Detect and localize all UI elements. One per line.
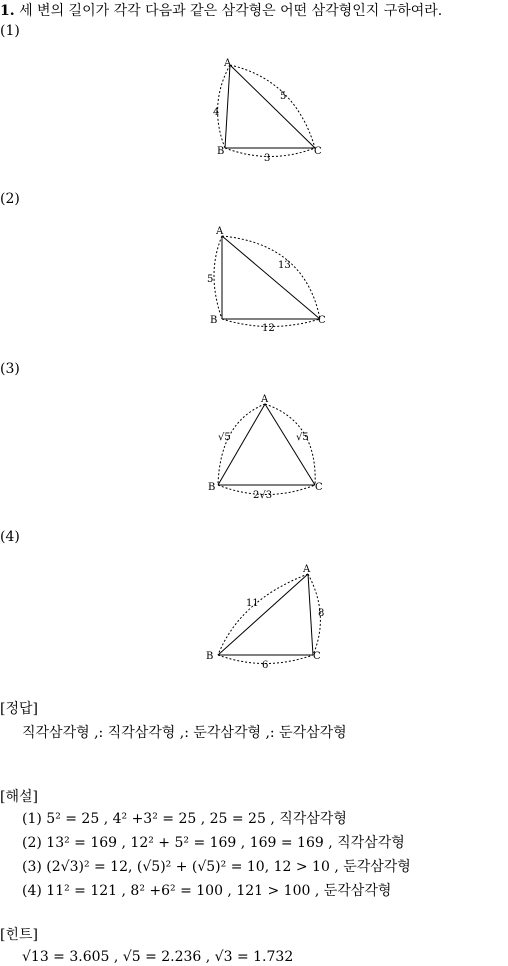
side-label-ac: 13 bbox=[278, 260, 291, 271]
explanation-line-1: (1) 5² = 25 , 4² +3² = 25 , 25 = 25 , 직각삼각형 bbox=[22, 811, 347, 827]
triangle-figure-2 bbox=[200, 224, 340, 334]
side-label-ac: √5 bbox=[296, 432, 309, 443]
problem-label-2: (2) bbox=[0, 191, 20, 207]
explanation-header: [해설] bbox=[0, 789, 38, 805]
hint-text: √13 = 3.605 , √5 = 2.236 , √3 = 1.732 bbox=[22, 949, 294, 965]
vertex-label-c: C bbox=[313, 651, 321, 662]
answer-header: [정답] bbox=[0, 701, 38, 717]
side-label-bc: 2√3 bbox=[253, 490, 273, 501]
hint-header: [힌트] bbox=[0, 927, 38, 943]
side-label-ac: 5 bbox=[280, 91, 287, 102]
side-label-ab: √5 bbox=[218, 432, 231, 443]
answer-text: 직각삼각형 ,: 직각삼각형 ,: 둔각삼각형 ,: 둔각삼각형 bbox=[22, 725, 347, 741]
vertex-label-c: C bbox=[315, 482, 323, 493]
vertex-label-a: A bbox=[224, 58, 232, 69]
vertex-label-a: A bbox=[261, 394, 269, 405]
explanation-line-3: (3) (2√3)² = 12, (√5)² + (√5)² = 10, 12 > 10 , 둔각삼각형 bbox=[22, 859, 411, 875]
vertex-label-b: B bbox=[206, 651, 214, 662]
question-line bbox=[0, 2, 442, 20]
vertex-label-a: A bbox=[216, 226, 224, 237]
side-label-ab: 11 bbox=[246, 598, 259, 609]
vertex-label-c: C bbox=[314, 146, 322, 157]
side-label-bc: 12 bbox=[262, 323, 275, 334]
side-label-ab: 5 bbox=[207, 274, 214, 285]
vertex-label-b: B bbox=[208, 482, 216, 493]
side-label-bc: 3 bbox=[264, 153, 271, 164]
question-number: 1. bbox=[0, 3, 15, 19]
question-text: 세 변의 길이가 각각 다음과 같은 삼각형은 어떤 삼각형인지 구하여라. bbox=[19, 3, 443, 19]
explanation-line-2: (2) 13² = 169 , 12² + 5² = 169 , 169 = 169 , 직각삼각형 bbox=[22, 835, 405, 851]
vertex-label-b: B bbox=[217, 146, 225, 157]
vertex-label-a: A bbox=[303, 564, 311, 575]
triangle-figure-1 bbox=[200, 55, 340, 165]
problem-label-1: (1) bbox=[0, 23, 20, 39]
side-label-ac: 8 bbox=[318, 608, 325, 619]
side-label-bc: 6 bbox=[262, 660, 269, 671]
triangle-figure-3 bbox=[200, 392, 340, 504]
problem-label-3: (3) bbox=[0, 361, 20, 377]
explanation-line-4: (4) 11² = 121 , 8² +6² = 100 , 121 > 100 , 둔각삼각형 bbox=[22, 883, 392, 899]
triangle-figure-4 bbox=[200, 560, 340, 672]
vertex-label-b: B bbox=[210, 315, 218, 326]
vertex-label-c: C bbox=[318, 315, 326, 326]
side-label-ab: 4 bbox=[213, 107, 220, 118]
problem-label-4: (4) bbox=[0, 529, 20, 545]
